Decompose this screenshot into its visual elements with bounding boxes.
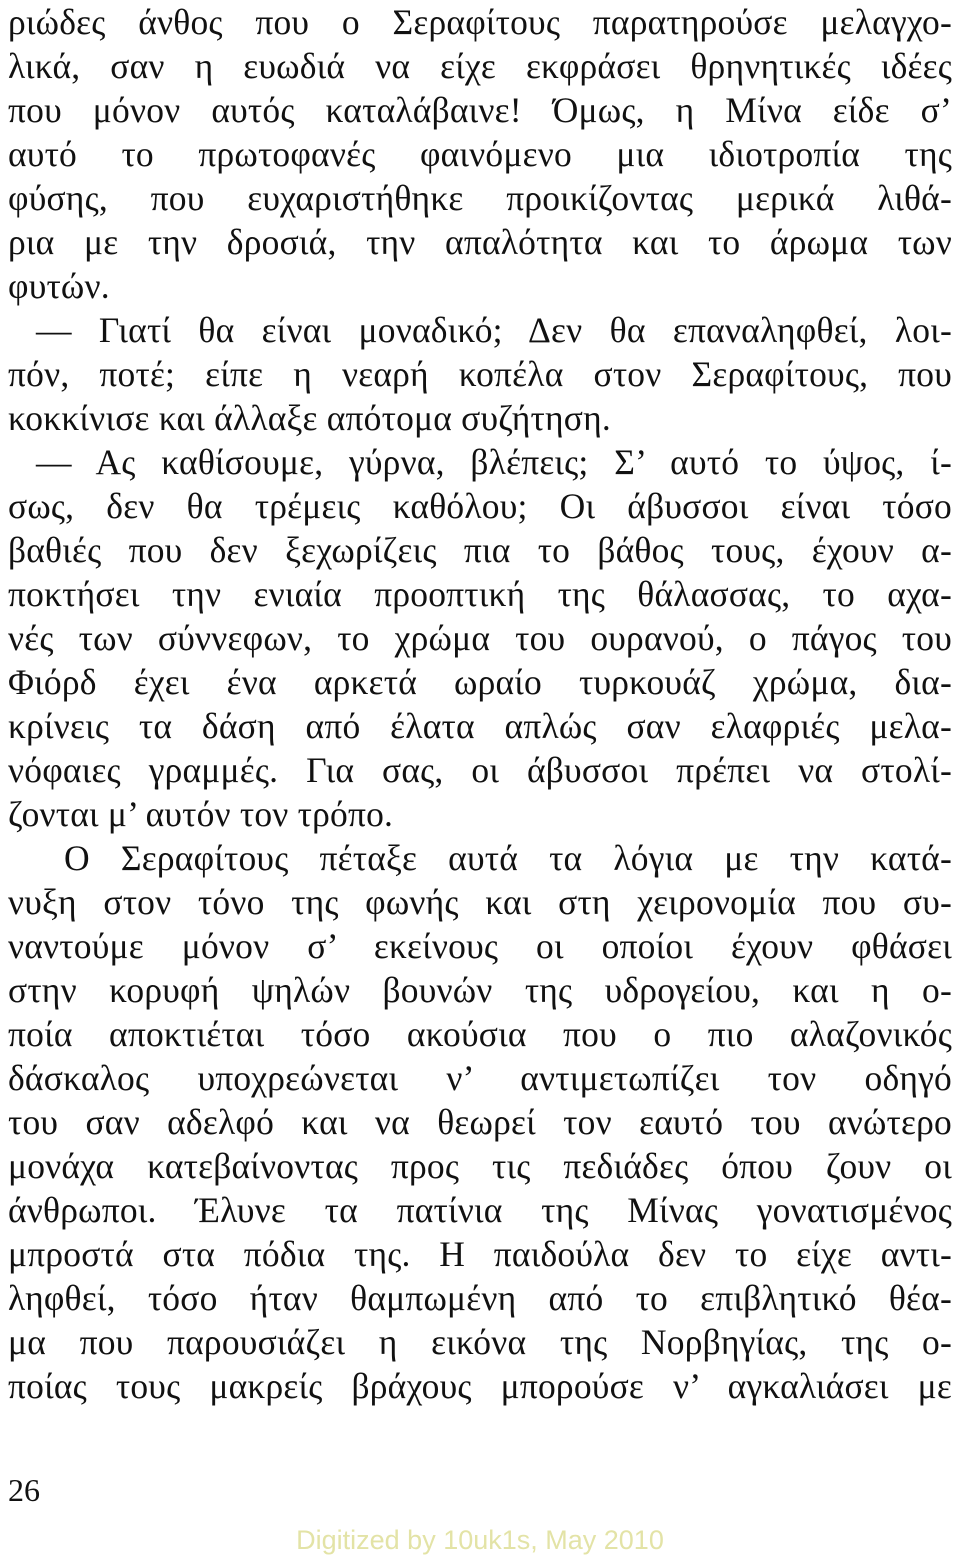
digitization-watermark: Digitized by 10uk1s, May 2010 (296, 1525, 664, 1555)
text-line: ριώδες άνθος που ο Σεραφίτους παρατηρούσε μελαγχο- (8, 2, 952, 42)
text-line: ζονται μ’ αυτόν τον τρόπο. (8, 794, 394, 834)
text-line: ποίας τους μακρείς βράχους μπορούσε ν’ αγκαλιάσει με (8, 1366, 952, 1406)
text-line: του σαν αδελφό και να θεωρεί τον εαυτό του ανώτερο (8, 1102, 952, 1142)
text-line: μα που παρουσιάζει η εικόνα της Νορβηγίας, της ο- (8, 1322, 952, 1362)
text-line: Ο Σεραφίτους πέταξε αυτά τα λόγια με την κατά- (64, 838, 952, 878)
text-line: νυξη στον τόνο της φωνής και στη χειρονομία που συ- (8, 882, 952, 922)
text-line: — Γιατί θα είναι μοναδικό; Δεν θα επαναληφθεί, λοι- (36, 310, 952, 350)
text-line: φυτών. (8, 266, 110, 306)
text-line: ποκτήσει την ενιαία προοπτική της θάλασσας, το αχα- (8, 574, 952, 614)
text-line: ληφθεί, τόσο ήταν θαμπωμένη από το επιβλητικό θέα- (8, 1278, 952, 1318)
text-line: ναντούμε μόνον σ’ εκείνους οι οποίοι έχουν φθάσει (8, 926, 952, 966)
text-line: μπροστά στα πόδια της. Η παιδούλα δεν το είχε αντι- (8, 1234, 952, 1274)
text-line: πόν, ποτέ; είπε η νεαρή κοπέλα στον Σεραφίτους, που (8, 354, 952, 394)
text-line: μονάχα κατεβαίνοντας προς τις πεδιάδες όπου ζουν οι (8, 1146, 952, 1186)
text-line: ρια με την δροσιά, την απαλότητα και το άρωμα των (8, 222, 952, 262)
text-line: λικά, σαν η ευωδιά να είχε εκφράσει θρηνητικές ιδέες (8, 46, 952, 86)
page-number: 26 (8, 1472, 40, 1508)
text-line: που μόνον αυτός καταλάβαινε! Όμως, η Μίνα είδε σ’ (8, 90, 952, 130)
text-line: στην κορυφή ψηλών βουνών της υδρογείου, και η ο- (8, 970, 952, 1010)
text-line: — Ας καθίσουμε, γύρνα, βλέπεις; Σ’ αυτό το ύψος, ί- (36, 442, 952, 482)
text-line: βαθιές που δεν ξεχωρίζεις πια το βάθος τους, έχουν α- (8, 530, 952, 570)
text-line: φύσης, που ευχαριστήθηκε προικίζοντας μερικά λιθά- (8, 178, 952, 218)
text-line: κρίνεις τα δάση από έλατα απλώς σαν ελαφριές μελα- (8, 706, 952, 746)
text-line: σως, δεν θα τρέμεις καθόλου; Οι άβυσσοι είναι τόσο (8, 486, 952, 526)
text-line: κοκκίνισε και άλλαξε απότομα συζήτηση. (8, 398, 611, 438)
text-line: δάσκαλος υποχρεώνεται ν’ αντιμετωπίζει τον οδηγό (8, 1058, 952, 1098)
text-line: ποία αποκτιέται τόσο ακούσια που ο πιο αλαζονικός (8, 1014, 952, 1054)
text-line: Φιόρδ έχει ένα αρκετά ωραίο τυρκουάζ χρώμα, δια- (8, 662, 952, 702)
text-line: άνθρωποι. Έλυνε τα πατίνια της Μίνας γονατισμένος (8, 1190, 952, 1230)
text-line: νές των σύννεφων, το χρώμα του ουρανού, ο πάγος του (8, 618, 952, 658)
text-line: αυτό το πρωτοφανές φαινόμενο μια ιδιοτροπία της (8, 134, 952, 174)
text-line: νόφαιες γραμμές. Για σας, οι άβυσσοι πρέπει να στολί- (8, 750, 952, 790)
